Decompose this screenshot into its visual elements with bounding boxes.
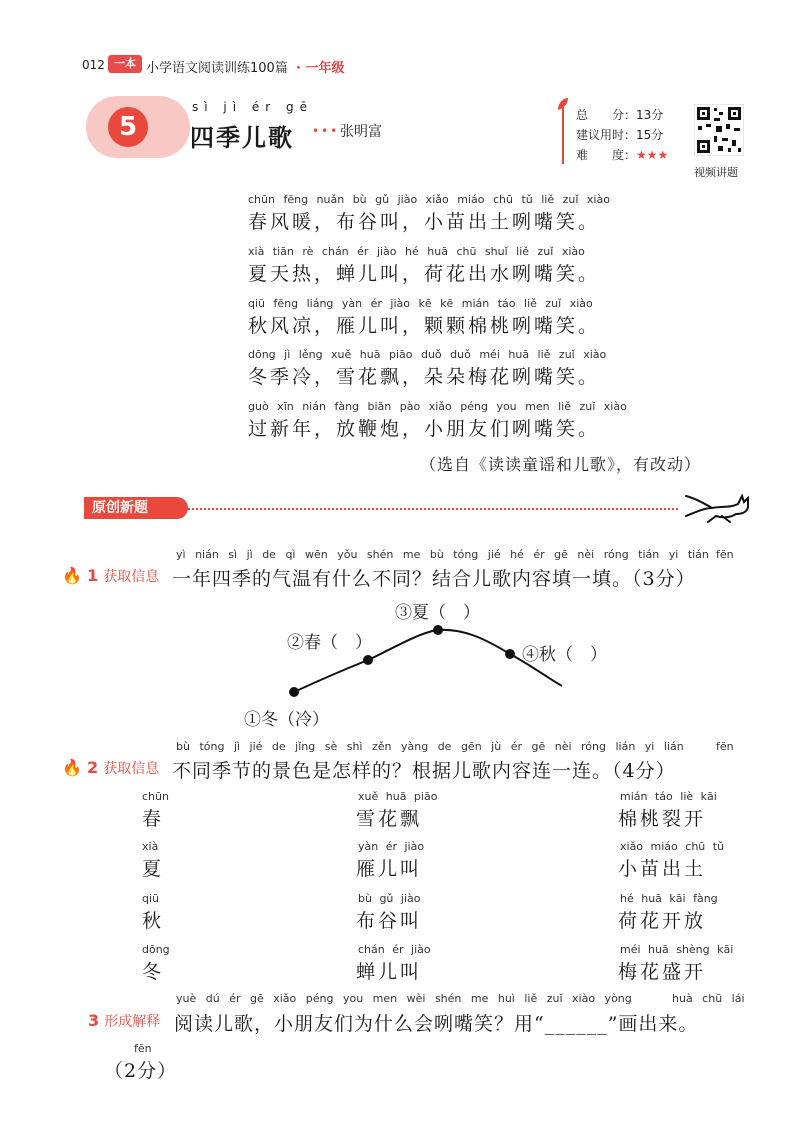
qr-label: 视频讲题 [694, 166, 738, 179]
lesson-number: 5 [108, 107, 148, 147]
time-value: 15分 [636, 128, 664, 142]
season-pinyin: chūn [142, 790, 169, 803]
winter-point [289, 687, 299, 697]
season-winter[interactable]: 冬 [142, 961, 165, 983]
book-title: 小学语文阅读训练100篇 [146, 61, 288, 76]
season-pinyin: dōng [142, 943, 170, 956]
season-pinyin: qiū [142, 892, 160, 905]
q1-tag: 获取信息 [103, 569, 160, 585]
poem-line-4: 冬季冷，雪花飘，朵朵梅花咧嘴笑。 [248, 366, 601, 388]
q1-points-pinyin: fēn [716, 548, 734, 561]
season-spring[interactable]: 春 [142, 808, 165, 830]
q3-text: 阅读儿歌，小朋友们为什么会咧嘴笑？用“______”画出来。 [174, 1013, 699, 1035]
poem-line-5: 过新年，放鞭炮，小朋友们咧嘴笑。 [248, 418, 601, 440]
total-score-value: 13分 [636, 108, 664, 122]
section-divider [188, 508, 678, 510]
scene-goose[interactable]: 雁儿叫 [356, 858, 423, 880]
scene-cicada[interactable]: 蝉儿叫 [356, 961, 423, 983]
plant-pinyin: mián táo liè kāi [620, 790, 717, 803]
q2-pinyin: bù tóng jì jié de jǐng sè shì zěn yàng de gēn jù ér gē nèi róng lián yi lián [176, 740, 684, 753]
spring-point [363, 655, 373, 665]
poem-pinyin-4: dōng jì lěng xuě huā piāo duǒ duǒ méi huā liě zuǐ xiào [248, 348, 607, 361]
autumn-point [505, 649, 515, 659]
poem-pinyin-5: guò xīn nián fàng biān pào xiǎo péng you men liě zuǐ xiào [248, 400, 627, 413]
scene-pinyin: xuě huā piāo [358, 790, 438, 803]
scene-pinyin: yàn ér jiào [358, 840, 425, 853]
difficulty-stars: ★★★ [636, 148, 669, 162]
time-label: 建议用时 [576, 128, 625, 142]
qr-code-icon[interactable] [694, 104, 744, 156]
q1-number: 1 [87, 566, 99, 585]
plant-pinyin: hé huā kāi fàng [620, 892, 718, 905]
plant-lotus[interactable]: 荷花开放 [618, 910, 707, 932]
cat-icon [682, 486, 754, 526]
grade-label: · 一年级 [296, 61, 345, 76]
title-dots: ••• [312, 124, 340, 138]
q3-pinyin-2: huà chū lái [672, 992, 745, 1005]
q2-header [62, 758, 159, 778]
q1-text: 一年四季的气温有什么不同？结合儿歌内容填一填。（3分） [172, 568, 696, 590]
flame-icon: 🔥 [62, 566, 82, 585]
q2-points-pinyin: fēn [716, 740, 734, 753]
plant-seedling[interactable]: 小苗出土 [618, 858, 707, 880]
leaf-icon [556, 96, 570, 112]
scene-snow[interactable]: 雪花飘 [356, 808, 423, 830]
q3-tag: 形成解释 [104, 1014, 161, 1030]
section-title: 原创新题 [84, 497, 188, 519]
autumn-label[interactable]: ④秋（ ） [522, 645, 607, 665]
poem-pinyin-1: chūn fēng nuǎn bù gǔ jiào xiǎo miáo chū tǔ liě zuǐ xiào [248, 193, 610, 206]
author: 张明富 [340, 124, 382, 140]
poem-line-3: 秋风凉，雁儿叫，颗颗棉桃咧嘴笑。 [248, 315, 601, 337]
poem-line-2: 夏天热，蝉儿叫，荷花出水咧嘴笑。 [248, 263, 601, 285]
q2-text: 不同季节的景色是怎样的？根据儿歌内容连一连。（4分） [172, 760, 676, 782]
summer-point [433, 625, 443, 635]
poem-source: （选自《读读童谣和儿歌》，有改动） [420, 455, 702, 474]
time-row: 建议用时：15分 [576, 128, 664, 142]
scene-pinyin: bù gǔ jiào [358, 892, 421, 905]
flame-icon: 🔥 [62, 758, 82, 777]
poem-pinyin-2: xià tiān rè chán ér jiào hé huā chū shuǐ liě zuǐ xiào [248, 245, 585, 258]
q1-header [62, 566, 159, 586]
total-score-row: 总 分：13分 [576, 108, 664, 122]
q3-header [88, 1011, 160, 1031]
q2-number: 2 [87, 758, 99, 777]
season-pinyin: xià [142, 840, 159, 853]
total-score-label: 总 分 [576, 108, 625, 122]
spring-label[interactable]: ②春（ ） [287, 633, 372, 653]
plant-pinyin: xiǎo miáo chū tǔ [620, 840, 725, 853]
q3-points: （2分） [104, 1060, 178, 1082]
poem-title: 四季儿歌 [190, 124, 294, 152]
q3-points-pinyin: fēn [134, 1042, 152, 1055]
summer-label[interactable]: ③夏（ ） [395, 603, 480, 623]
winter-label: ①冬（冷） [244, 710, 329, 730]
q2-tag: 获取信息 [103, 761, 160, 777]
plant-cotton[interactable]: 棉桃裂开 [618, 808, 707, 830]
q1-pinyin: yì nián sì jì de qì wēn yǒu shén me bù tóng jié hé ér gē nèi róng tián yi tián [176, 548, 709, 561]
plant-plum[interactable]: 梅花盛开 [618, 961, 707, 983]
q3-number: 3 [88, 1011, 100, 1030]
scene-pinyin: chán ér jiào [358, 943, 431, 956]
difficulty-row: 难 度：★★★ [576, 148, 669, 162]
q3-pinyin: yuè dú ér gē xiǎo péng you men wèi shén me huì liě zuǐ xiào yòng [176, 992, 632, 1005]
poem-title-pinyin: sì jì ér gē [192, 100, 314, 114]
book-logo: 一本 [108, 55, 142, 73]
season-autumn[interactable]: 秋 [142, 910, 165, 932]
scene-cuckoo[interactable]: 布谷叫 [356, 910, 423, 932]
plant-pinyin: méi huā shèng kāi [620, 943, 734, 956]
difficulty-label: 难 度 [576, 148, 625, 162]
poem-pinyin-3: qiū fēng liáng yàn ér jiào kē kē mián táo liě zuǐ xiào [248, 297, 593, 310]
poem-line-1: 春风暖，布谷叫，小苗出土咧嘴笑。 [248, 211, 601, 233]
page-number: 012 [82, 58, 105, 72]
season-summer[interactable]: 夏 [142, 858, 165, 880]
